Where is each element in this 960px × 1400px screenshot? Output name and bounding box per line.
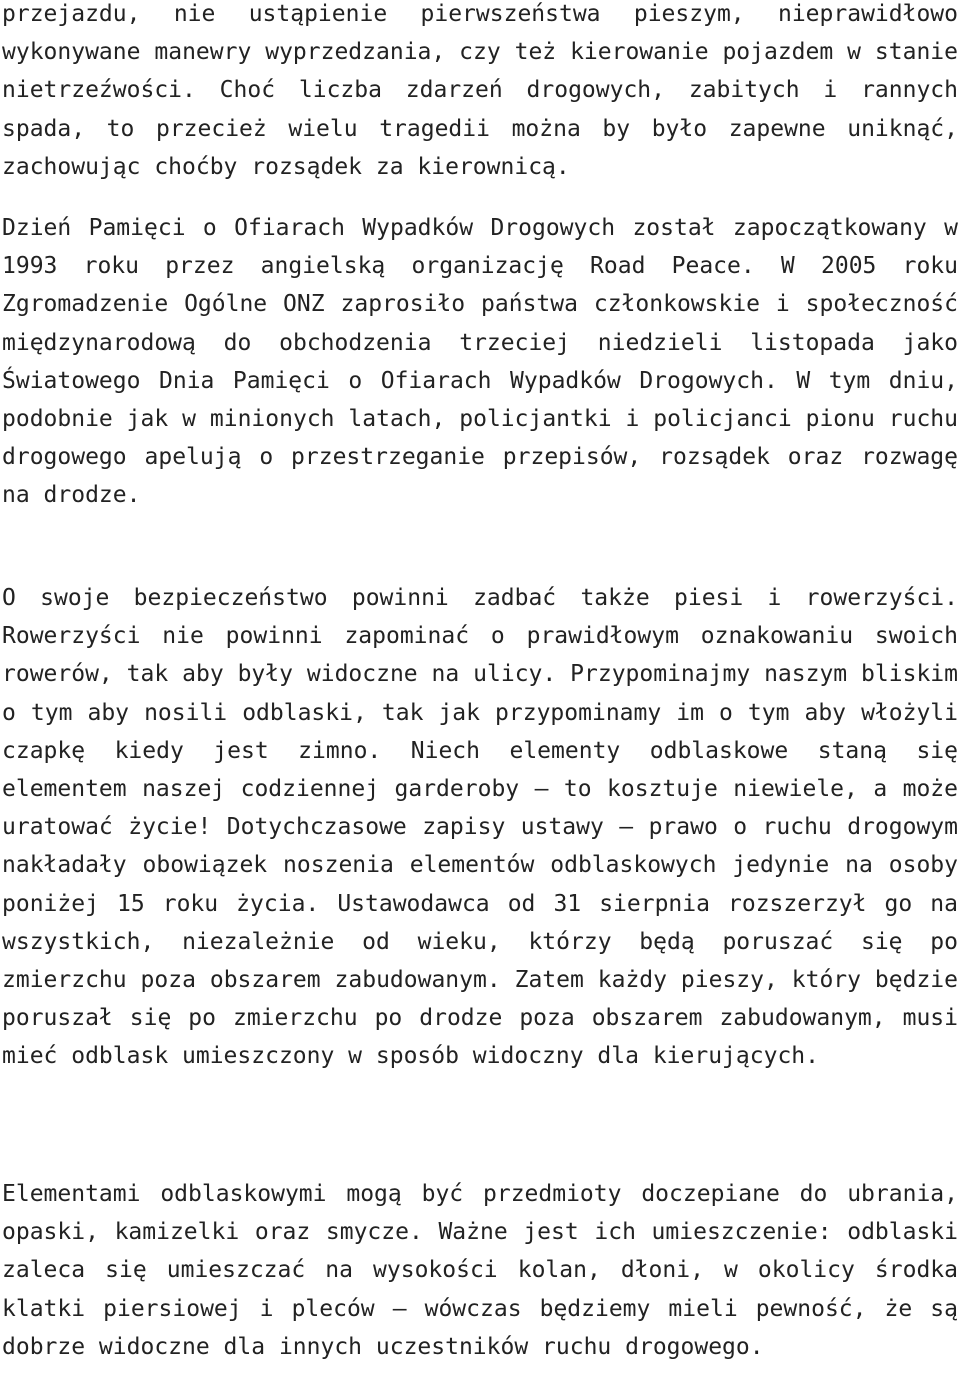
paragraph-remembrance-day: Dzień Pamięci o Ofiarach Wypadków Drogowych został zapoczątkowany w 1993 roku przez angielską organizację Road Peace. W 2005 roku Zgromadzenie Ogólne ONZ zaprosiło państwa członkowskie i społeczność międzynarodową do obchodzenia trzeciej niedzieli listopada jako Światowego Dnia Pamięci o Ofiarach Wypadków Drogowych. W tym dniu, podobnie jak w minionych latach, policjantki i policjanci pionu ruchu drogowego apelują o przestrzeganie przepisów, rozsądek oraz rozwagę na drodze. [2,215,958,509]
paragraph-pedestrian-safety: O swoje bezpieczeństwo powinni zadbać także piesi i rowerzyści. Rowerzyści nie powinni zapominać o prawidłowym oznakowaniu swoich rowerów, tak aby były widoczne na ulicy. Przypominajmy naszym bliskim o tym aby nosili odblaski, tak jak przypominamy im o tym aby włożyli czapkę kiedy jest zimno. Niech elementy odblaskowe staną się elementem naszej codziennej garderoby – to kosztuje niewiele, a może uratować życie! Dotychczasowe zapisy ustawy – prawo o ruchu drogowym nakładały obowiązek noszenia elementów odblaskowych jedynie na osoby poniżej 15 roku życia. Ustawodawca od 31 sierpnia rozszerzył go na wszystkich, niezależnie od wieku, którzy będą poruszać się po zmierzchu poza obszarem zabudowanym. Zatem każdy pieszy, który będzie poruszał się po zmierzchu po drodze poza obszarem zabudowanym, musi mieć odblask umieszczony w sposób widoczny dla kierujących. [2,585,958,1070]
paragraph-reflective-elements: Elementami odblaskowymi mogą być przedmioty doczepiane do ubrania, opaski, kamizelki oraz smycze. Ważne jest ich umieszczenie: odblaski zaleca się umieszczać na wysokości kolan, dłoni, w okolicy środka klatki piersiowej i pleców – wówczas będziemy mieli pewność, że są dobrze widoczne dla innych uczestników ruchu drogowego. [2,1181,958,1360]
paragraph-drunk-driving: przejazdu, nie ustąpienie pierwszeństwa pieszym, nieprawidłowo wykonywane manewry wyprzedzania, czy też kierowanie pojazdem w stanie nietrzeźwości. Choć liczba zdarzeń drogowych, zabitych i rannych spada, to przecież wielu tragedii można by było zapewne uniknąć, zachowując choćby rozsądek za kierownicą. [2,1,958,180]
